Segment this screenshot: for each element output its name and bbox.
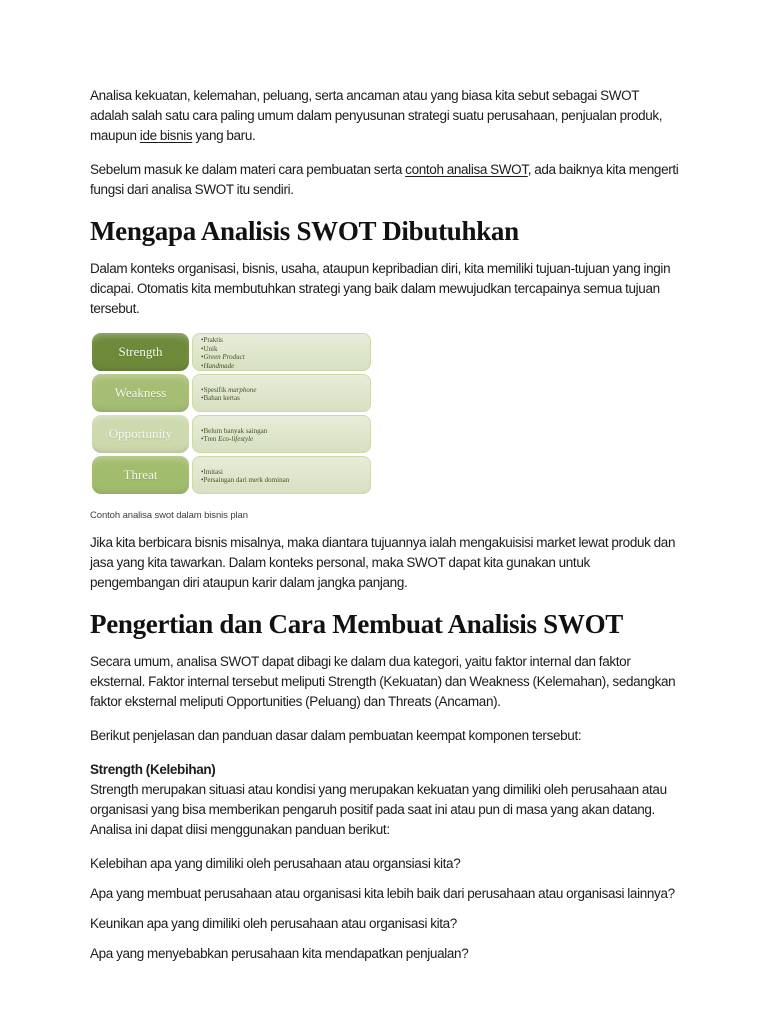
strength-section-title: Strength (Kelebihan) [90, 762, 216, 777]
diagram-caption: Contoh analisa swot dalam bisnis plan [90, 510, 248, 521]
paragraph-intro-1 [90, 86, 679, 146]
swot-row [92, 374, 370, 412]
question-item: Apa yang menyebabkan perusahaan kita mendapatkan penjualan? [90, 946, 469, 961]
strength-questions [90, 854, 679, 964]
heading-why-swot: Mengapa Analisis SWOT Dibutuhkan [90, 216, 519, 246]
swot-item: •Handmade [201, 361, 235, 370]
paragraph-why-swot: Dalam konteks organisasi, bisnis, usaha, ataupun kepribadian diri, kita memiliki tujuan-tujuan yang ingin dicapai. Otomatis kita membutuhkan strategi yang baik dalam mewujudkan tercapainya semua tujuan tersebut. [90, 261, 671, 316]
swot-item: •Imitasi [201, 467, 223, 476]
swot-row [92, 456, 370, 494]
text-segment: , ada baiknya kita mengerti fungsi dari analisa SWOT itu sendiri. [90, 162, 679, 197]
paragraph-following: Berikut penjelasan dan panduan dasar dalam pembuatan keempat komponen tersebut: [90, 728, 582, 743]
paragraph-intro-2 [90, 160, 679, 200]
question-item: Keunikan apa yang dimiliki oleh perusahaan atau organisasi kita? [90, 916, 457, 931]
swot-item: •Spesifik marphone [201, 385, 257, 394]
text-segment: Sebelum masuk ke dalam materi cara pembuatan serta [90, 162, 406, 177]
swot-items-box [192, 333, 371, 371]
swot-diagram [92, 333, 370, 494]
swot-items-box [192, 415, 371, 453]
swot-item: •Unik [201, 344, 218, 353]
swot-label: Threat [92, 456, 189, 494]
swot-label: Opportunity [92, 415, 189, 453]
document-page [90, 86, 679, 974]
swot-label: Strength [92, 333, 189, 371]
strength-section [90, 760, 679, 840]
swot-items-box [192, 374, 371, 412]
paragraph-business: Jika kita berbicara bisnis misalnya, maka diantara tujuannya ialah mengakuisisi market lewat produk dan jasa yang kita tawarkan. Dalam konteks personal, maka SWOT dapat kita gunakan untuk pengembangan diri ataupun karir dalam jangka panjang. [90, 535, 676, 590]
text-segment: yang baru. [192, 128, 256, 143]
swot-label: Weakness [92, 374, 189, 412]
swot-item: •Praktis [201, 336, 223, 344]
inline-link[interactable]: contoh analisa SWOT [405, 162, 528, 177]
swot-item: •Belum banyak saingan [201, 426, 268, 435]
strength-section-body: Strength merupakan situasi atau kondisi yang merupakan kekuatan yang dimiliki oleh perusahaan atau organisasi yang bisa memberikan pengaruh positif pada saat ini atau pun di masa yang akan datang. Analisa ini dapat diisi menggunakan panduan berikut: [90, 782, 667, 837]
heading-howto-swot: Pengertian dan Cara Membuat Analisis SWOT [90, 609, 623, 639]
paragraph-categories: Secara umum, analisa SWOT dapat dibagi ke dalam dua kategori, yaitu faktor internal dan faktor eksternal. Faktor internal tersebut meliputi Strength (Kekuatan) dan Weakness (Kelemahan), sedangkan faktor eksternal meliputi Opportunities (Peluang) dan Threats (Ancaman). [90, 654, 676, 709]
text-segment: Analisa kekuatan, kelemahan, peluang, serta ancaman atau yang biasa kita sebut sebagai SWOT adalah salah satu cara paling umum dalam penyusunan strategi suatu perusahaan, penjualan produk, maupun [90, 88, 663, 143]
swot-row [92, 333, 370, 371]
question-item: Apa yang membuat perusahaan atau organisasi kita lebih baik dari perusahaan atau organisasi lainnya? [90, 886, 675, 901]
swot-items-box [192, 456, 371, 494]
question-item: Kelebihan apa yang dimiliki oleh perusahaan atau organsiasi kita? [90, 856, 461, 871]
swot-item: •Green Product [201, 353, 245, 361]
swot-item: •Tren Eco-lifestyle [201, 435, 254, 443]
swot-row [92, 415, 370, 453]
swot-item: •Bahan kertas [201, 394, 240, 402]
inline-link[interactable]: ide bisnis [139, 128, 193, 143]
swot-item: •Persaingan dari merk dominan [201, 476, 290, 484]
